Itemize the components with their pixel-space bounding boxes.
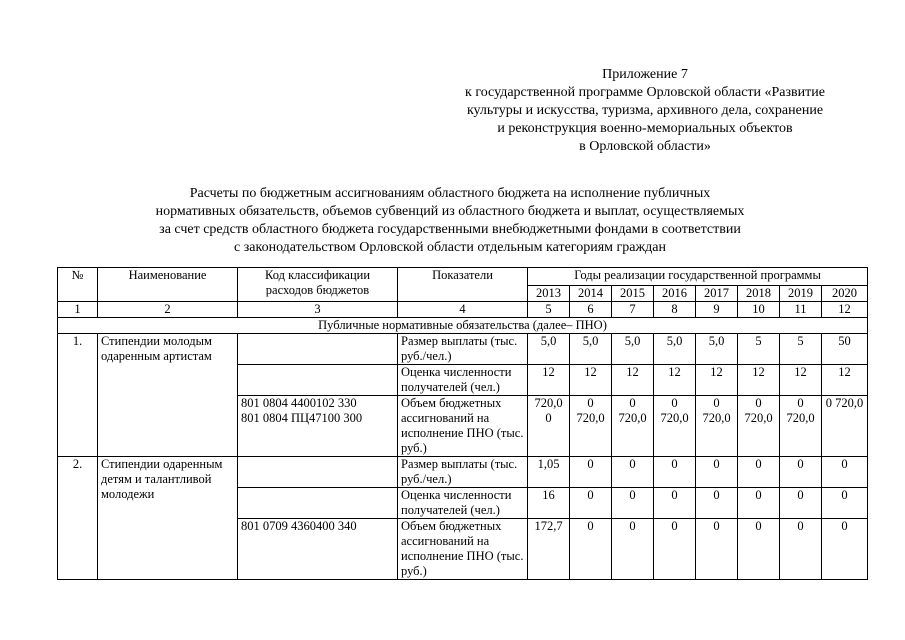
column-number: 4: [398, 302, 528, 318]
year-header: 2015: [612, 286, 654, 302]
value-cell: 0 720,0: [570, 396, 612, 457]
value-cell: 5,0: [654, 334, 696, 365]
appendix-line: Приложение 7: [602, 67, 688, 82]
value-cell: 12: [654, 365, 696, 396]
year-header: 2014: [570, 286, 612, 302]
indicator-cell: Оценка численности получателей (чел.): [398, 488, 528, 519]
year-header: 2019: [780, 286, 822, 302]
value-cell: 12: [738, 365, 780, 396]
column-number: 6: [570, 302, 612, 318]
year-header: 2017: [696, 286, 738, 302]
section-row: [58, 318, 868, 334]
column-number: 5: [528, 302, 570, 318]
section-title: Публичные нормативные обязательства (далее– ПНО): [58, 318, 868, 334]
header-indicators: Показатели: [398, 268, 528, 302]
value-cell: 50: [822, 334, 868, 365]
value-cell: 0: [570, 519, 612, 580]
appendix-heading: [430, 66, 860, 156]
document-title: [95, 185, 805, 257]
budget-code: 801 0709 4360400 340: [241, 519, 357, 533]
indicator-cell: Оценка численности получателей (чел.): [398, 365, 528, 396]
column-number: 7: [612, 302, 654, 318]
value-cell: 0: [696, 457, 738, 488]
column-number: 10: [738, 302, 780, 318]
header-name: Наименование: [98, 268, 238, 302]
value-cell: 0 720,0: [654, 396, 696, 457]
title-line: с законодательством Орловской области отдельным категориям граждан: [234, 240, 666, 255]
appendix-line: к государственной программе Орловской области «Развитие: [465, 85, 825, 100]
value-cell: 0: [738, 457, 780, 488]
column-numbers-row: [58, 302, 868, 318]
value-cell: 0: [780, 457, 822, 488]
value-cell: 12: [822, 365, 868, 396]
header-code: Код классификации расходов бюджетов: [238, 268, 398, 302]
column-number: 2: [98, 302, 238, 318]
header-row: [58, 268, 868, 286]
value-cell: 0 720,0: [612, 396, 654, 457]
indicator-cell: Размер выплаты (тыс. руб./чел.): [398, 457, 528, 488]
appendix-line: и реконструкция военно-мемориальных объектов: [497, 121, 793, 136]
item-name: Стипендии молодым одаренным артистам: [98, 334, 238, 457]
value-cell: 5: [780, 334, 822, 365]
year-header: 2016: [654, 286, 696, 302]
table-body: [58, 268, 868, 580]
value-cell: 0: [612, 519, 654, 580]
value-cell: 12: [570, 365, 612, 396]
indicator-cell: Размер выплаты (тыс. руб./чел.): [398, 334, 528, 365]
value-cell: 5,0: [570, 334, 612, 365]
value-cell: 5,0: [612, 334, 654, 365]
header-years-group: Годы реализации государственной программы: [528, 268, 868, 286]
value-cell: 5: [738, 334, 780, 365]
value-cell: 16: [528, 488, 570, 519]
budget-table: [57, 267, 868, 580]
year-header: 2018: [738, 286, 780, 302]
budget-code-cell: [238, 396, 398, 457]
title-line: Расчеты по бюджетным ассигнованиям областного бюджета на исполнение публичных: [189, 186, 711, 201]
budget-code-cell: [238, 365, 398, 396]
value-cell: 0: [738, 519, 780, 580]
value-cell: 0: [822, 457, 868, 488]
budget-code-cell: [238, 457, 398, 488]
table-row: [58, 334, 868, 365]
value-cell: 12: [696, 365, 738, 396]
value-cell: 0: [780, 519, 822, 580]
year-header: 2013: [528, 286, 570, 302]
year-header: 2020: [822, 286, 868, 302]
item-name: Стипендии одаренным детям и талантливой молодежи: [98, 457, 238, 580]
item-number: 2.: [58, 457, 98, 580]
value-cell: 0: [822, 488, 868, 519]
value-cell: 0: [696, 519, 738, 580]
value-cell: 12: [612, 365, 654, 396]
value-cell: 0: [696, 488, 738, 519]
appendix-line: в Орловской области»: [579, 139, 711, 154]
value-cell: 12: [780, 365, 822, 396]
value-cell: 0: [780, 488, 822, 519]
value-cell: 0 720,0: [822, 396, 868, 457]
value-cell: 0: [612, 457, 654, 488]
title-line: за счет средств областного бюджета государственными внебюджетными фондами в соответствии: [159, 222, 741, 237]
value-cell: 0: [612, 488, 654, 519]
value-cell: 0: [654, 457, 696, 488]
table-row: [58, 457, 868, 488]
value-cell: 5,0: [528, 334, 570, 365]
budget-code-cell: [238, 519, 398, 580]
value-cell: 12: [528, 365, 570, 396]
value-cell: 0: [654, 519, 696, 580]
appendix-line: культуры и искусства, туризма, архивного дела, сохранение: [466, 103, 824, 118]
value-cell: 0: [570, 488, 612, 519]
value-cell: 0: [570, 457, 612, 488]
column-number: 1: [58, 302, 98, 318]
budget-code: 801 0804 ПЦ47100 300: [241, 411, 363, 425]
column-number: 9: [696, 302, 738, 318]
column-number: 3: [238, 302, 398, 318]
value-cell: 1,05: [528, 457, 570, 488]
value-cell: 172,7: [528, 519, 570, 580]
budget-code-cell: [238, 334, 398, 365]
value-cell: 5,0: [696, 334, 738, 365]
value-cell: 720,0 0: [528, 396, 570, 457]
indicator-cell: Объем бюджетных ассигнований на исполнение ПНО (тыс. руб.): [398, 396, 528, 457]
column-number: 12: [822, 302, 868, 318]
value-cell: 0: [738, 488, 780, 519]
budget-code-cell: [238, 488, 398, 519]
budget-code: 801 0804 4400102 330: [241, 396, 357, 410]
title-line: нормативных обязательств, объемов субвенций из областного бюджета и выплат, осуществляемых: [155, 204, 745, 219]
value-cell: 0 720,0: [738, 396, 780, 457]
indicator-cell: Объем бюджетных ассигнований на исполнение ПНО (тыс. руб.): [398, 519, 528, 580]
value-cell: 0: [822, 519, 868, 580]
value-cell: 0 720,0: [696, 396, 738, 457]
header-num: №: [58, 268, 98, 302]
column-number: 11: [780, 302, 822, 318]
value-cell: 0: [654, 488, 696, 519]
value-cell: 0 720,0: [780, 396, 822, 457]
column-number: 8: [654, 302, 696, 318]
item-number: 1.: [58, 334, 98, 457]
